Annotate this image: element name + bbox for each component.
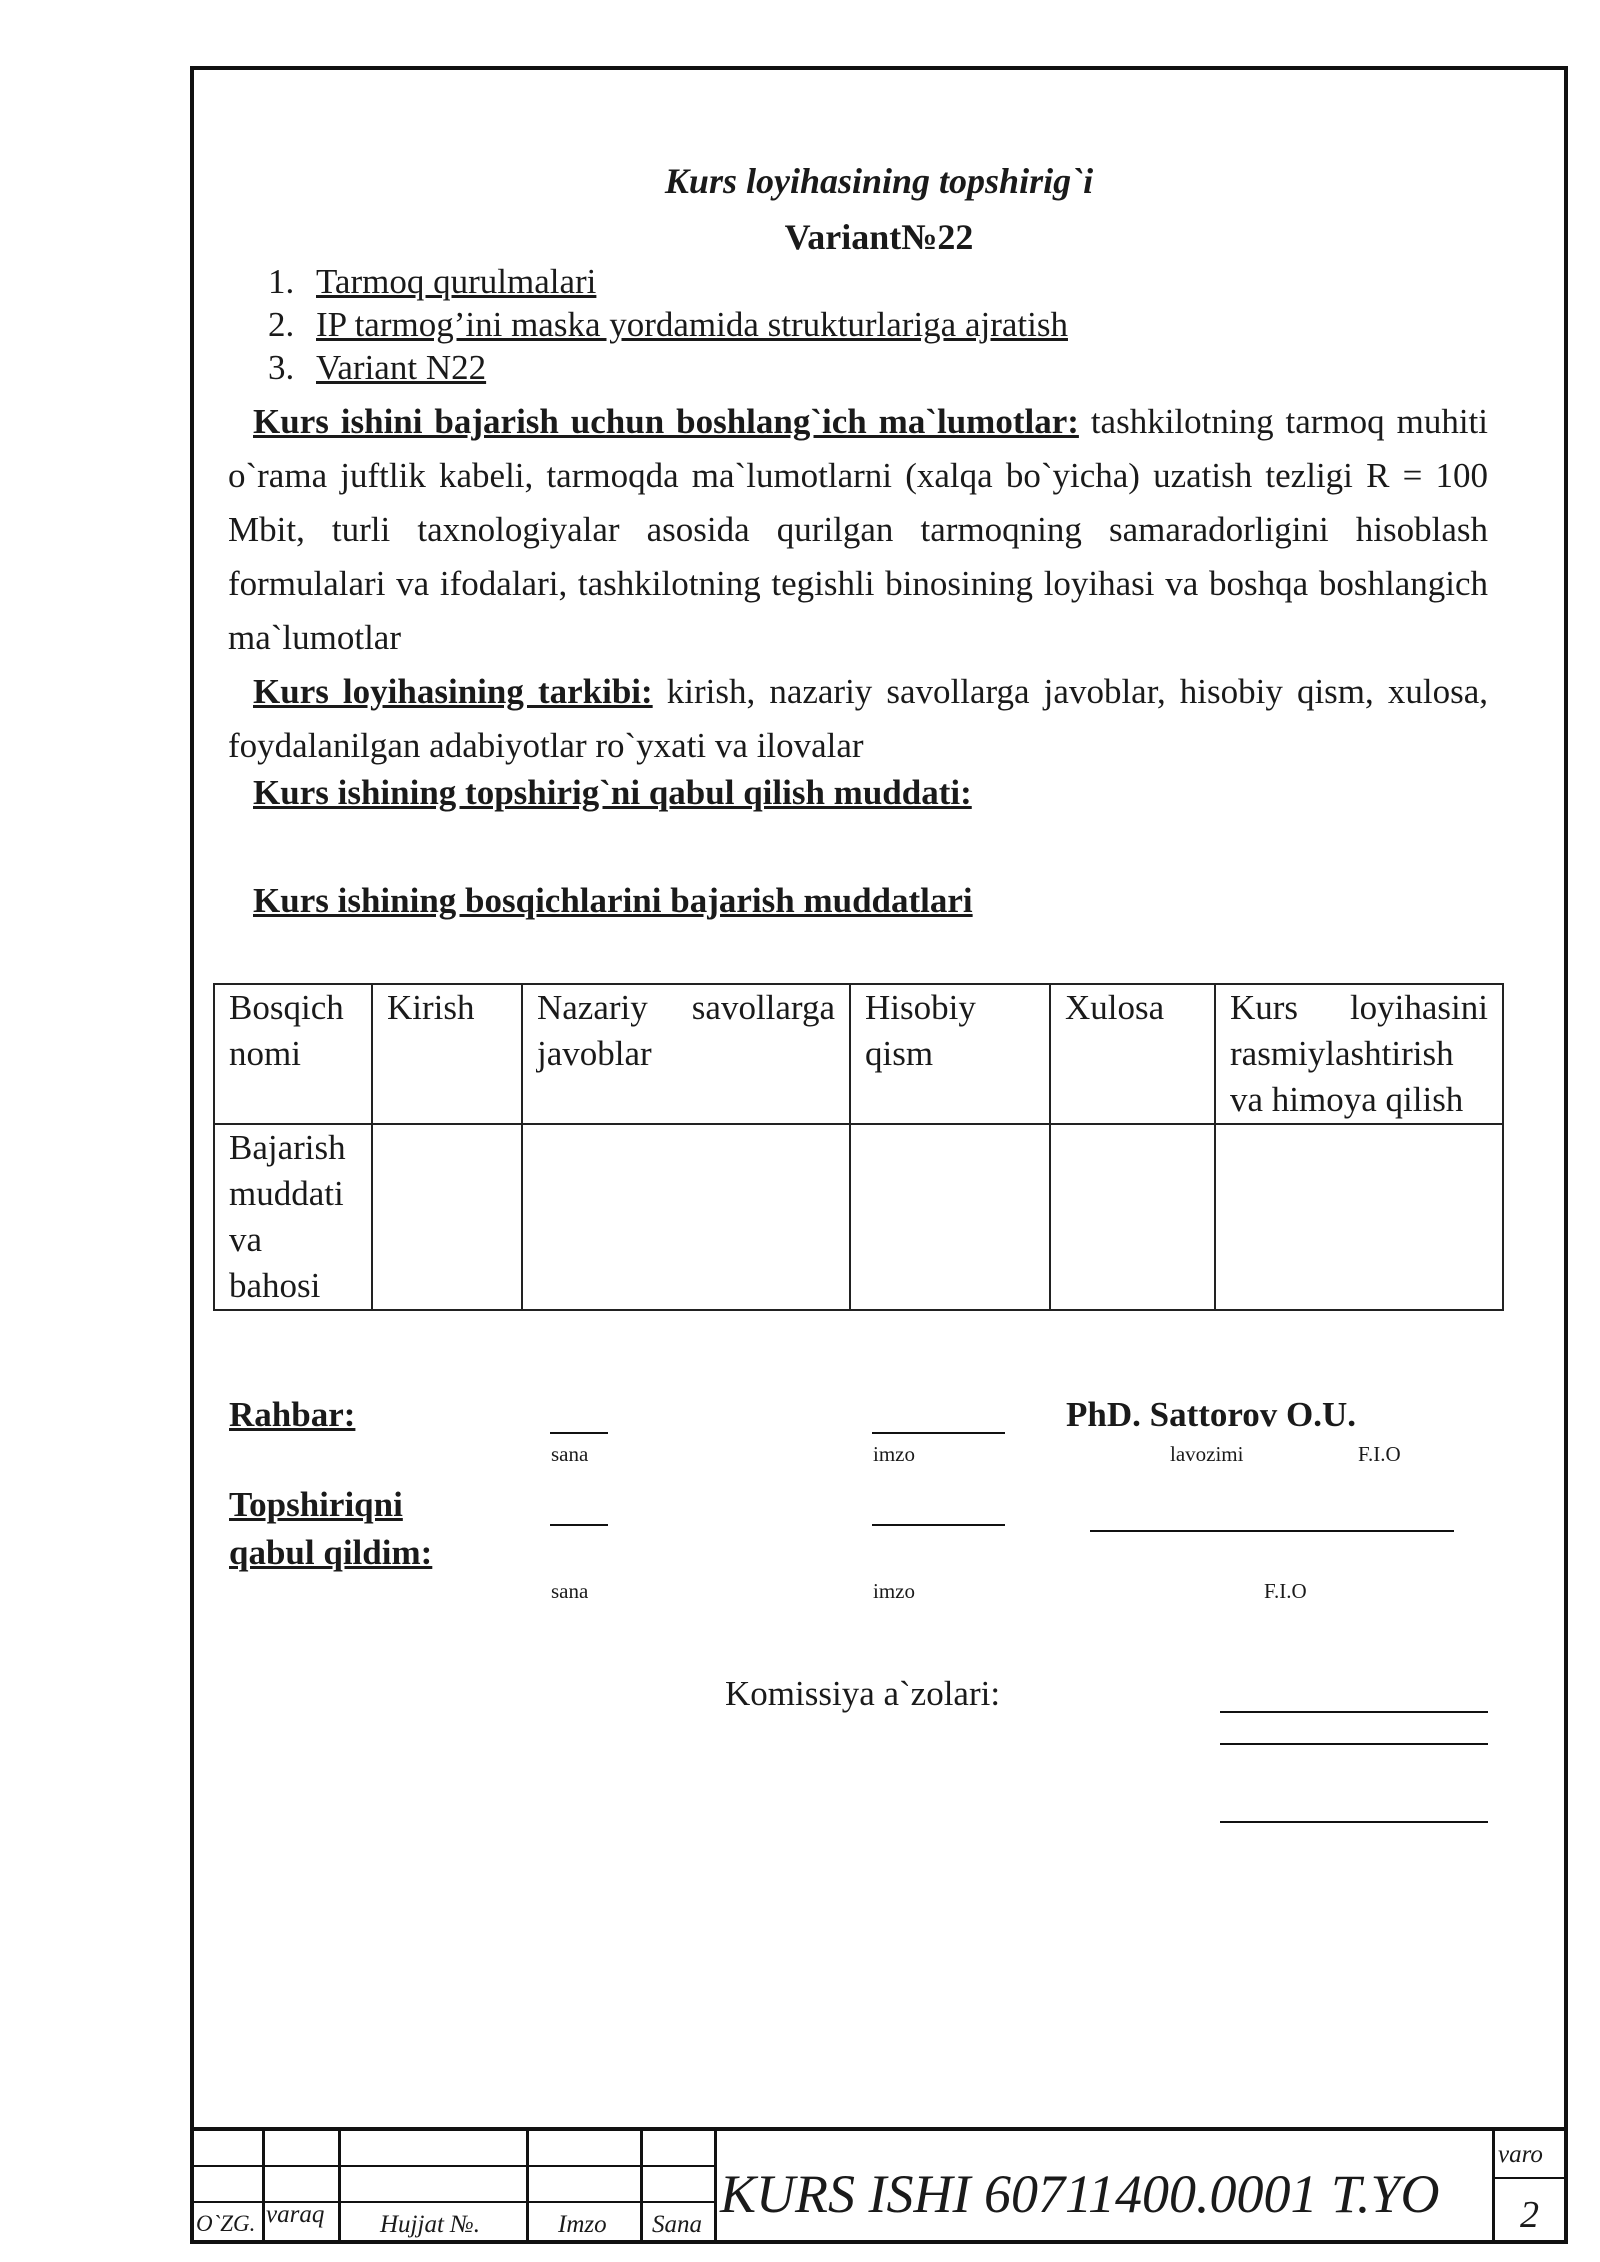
page-number: 2: [1520, 2194, 1539, 2236]
imzo-line: [872, 1524, 1005, 1526]
hujjat-label: Hujjat №.: [380, 2211, 480, 2238]
table-cell: Nazariy savollarga javoblar: [522, 984, 850, 1124]
sana-caption: sana: [551, 1579, 589, 1603]
list-item: 3. Variant N22: [268, 348, 487, 387]
table-row: [214, 984, 1503, 1124]
table-cell: [850, 1124, 1050, 1310]
contents-text: kirish, nazariy savollarga javoblar, hisobiy qism, xulosa, foydalanilgan adabiyotlar ro`yxati va ilovalar: [228, 672, 1488, 765]
contents-paragraph: [228, 665, 1488, 773]
table-cell: Kirish: [372, 984, 522, 1124]
table-cell: [522, 1124, 850, 1310]
imzo-label: Imzo: [558, 2211, 607, 2238]
sana-label: Sana: [652, 2211, 702, 2238]
commission-line: [1220, 1821, 1488, 1823]
imzo-caption: imzo: [873, 1442, 915, 1466]
table-cell: [1050, 1124, 1215, 1310]
commission-label: Komissiya a`zolari:: [725, 1674, 1001, 1713]
supervisor-label: Rahbar:: [229, 1395, 356, 1434]
imzo-line: [872, 1432, 1005, 1434]
table-cell: [1215, 1124, 1503, 1310]
fio-line: [1090, 1530, 1454, 1532]
table-cell: [372, 1124, 522, 1310]
accepted-label-1: Topshiriqni: [229, 1485, 403, 1524]
table-row: [214, 1124, 1503, 1310]
varoq-label: varo: [1498, 2141, 1543, 2168]
sana-caption: sana: [551, 1442, 589, 1466]
commission-line: [1220, 1743, 1488, 1745]
title-block: [190, 2127, 1568, 2244]
variant-number: Variant№22: [784, 217, 974, 257]
table-cell: Kurs loyihasini rasmiylashtirish va himoya qilish: [1215, 984, 1503, 1124]
stages-table: [213, 983, 1504, 1311]
commission-line: [1220, 1711, 1488, 1713]
list-item: 1. Tarmoq qurulmalari: [268, 262, 597, 301]
accepted-label-2: qabul qildim:: [229, 1533, 433, 1572]
supervisor-name: PhD. Sattorov O.U.: [1066, 1395, 1357, 1434]
initial-data-text: tashkilotning tarmoq muhiti o`rama juftlik kabeli, tarmoqda ma`lumotlarni (xalqa bo`yicha) uzatish tezligi R = 100 Mbit, turli taxnologiyalar asosida qurilgan tarmoqning samaradorligini hisoblash formulalari va ifodalari, tashkilotning tegishli binosining loyihasi va boshqa boshlangich ma`lumotlar: [228, 402, 1488, 657]
fio-caption: F.I.O: [1264, 1579, 1307, 1603]
varaq-label: varaq: [266, 2201, 325, 2228]
deadline-heading: Kurs ishining topshirig`ni qabul qilish muddati:: [253, 773, 972, 812]
topics-list: [268, 260, 1068, 389]
lavozimi-caption: lavozimi: [1170, 1442, 1244, 1466]
ozg-label: O`ZG.: [196, 2211, 256, 2236]
imzo-caption: imzo: [873, 1579, 915, 1603]
list-item: 2. IP tarmog’ini maska yordamida strukturlariga ajratish: [268, 305, 1068, 344]
table-cell: Xulosa: [1050, 984, 1215, 1124]
initial-data-label: Kurs ishini bajarish uchun boshlang`ich ma`lumotlar:: [253, 402, 1079, 441]
initial-data-paragraph: [228, 395, 1488, 665]
document-code: KURS ISHI 60711400.0001 T.YO: [720, 2164, 1440, 2224]
fio-caption: F.I.O: [1358, 1442, 1401, 1466]
sana-line: [550, 1432, 608, 1434]
sana-line: [550, 1524, 608, 1526]
stages-heading: Kurs ishining bosqichlarini bajarish muddatlari: [253, 881, 973, 920]
table-cell: Bosqich nomi: [214, 984, 372, 1124]
table-cell: Bajarish muddati va bahosi: [214, 1124, 372, 1310]
table-cell: Hisobiy qism: [850, 984, 1050, 1124]
contents-label: Kurs loyihasining tarkibi:: [253, 672, 653, 711]
document-title: Kurs loyihasining topshirig`i: [664, 161, 1094, 201]
